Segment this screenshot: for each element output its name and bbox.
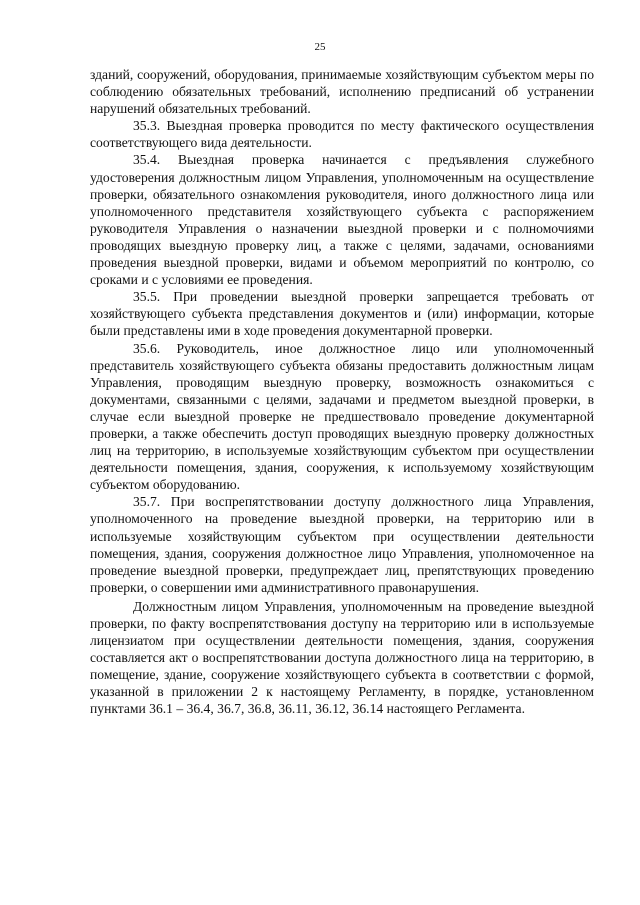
paragraph-35-4: 35.4. Выездная проверка начинается с предъявления служебного удостоверения должностным лицом Управления, уполномоченным на осуществление проверки, обязательного ознакомления руководителя, иного должностного лица или уполномоченного представителя хозяйствующего субъекта с распоряжением руководителя Управления о назначении выездной проверки и с полномочиями проводящих выездную проверку лиц, а также с целями, задачами, основаниями проведения выездной проверки, видами и объемом мероприятий по контролю, со сроками и с условиями ее проведения. [90,152,594,288]
paragraph-35-3: 35.3. Выездная проверка проводится по месту фактического осуществления соответствующего вида деятельности. [90,118,594,151]
paragraph-obstruction-act: Должностным лицом Управления, уполномоченным на проведение выездной проверки, по факту воспрепятствования доступу на территорию или в используемые лицензиатом при осуществлении деятельности помещения, здания, сооружения составляется акт о воспрепятствовании доступа должностного лица на территорию, в помещение, здание, сооружение хозяйствующего субъекта в соответствии с формой, указанной в приложении 2 к настоящему Регламенту, в порядке, установленном пунктами 36.1 – 36.4, 36.7, 36.8, 36.11, 36.12, 36.14 настоящего Регламента. [90,598,594,717]
document-body [90,66,594,718]
page-number: 25 [314,41,326,53]
paragraph-35-5: 35.5. При проведении выездной проверки запрещается требовать от хозяйствующего субъекта представления документов и (или) информации, которые были представлены ими в ходе проведения документарной проверки. [90,289,594,339]
paragraph-35-7: 35.7. При воспрепятствовании доступу должностного лица Управления, уполномоченного на проведение выездной проверки, на территорию или в используемые хозяйствующим субъектом при осуществлении деятельности помещения, здания, сооружения должностное лицо Управления, уполномоченное на проведение выездной проверки, предупреждает лиц, препятствующих проведению проверки, о совершении ими административного правонарушения. [90,494,594,595]
paragraph-continuation: зданий, сооружений, оборудования, принимаемые хозяйствующим субъектом меры по соблюдению обязательных требований, исполнению предписаний об устранении нарушений обязательных требований. [90,67,594,117]
paragraph-35-6: 35.6. Руководитель, иное должностное лицо или уполномоченный представитель хозяйствующего субъекта обязаны предоставить должностным лицам Управления, проводящим выездную проверку, возможность ознакомиться с документами, связанными с целями, задачами и предметом выездной проверки, в случае если выездной проверке не предшествовало проведение документарной проверки, а также обеспечить доступ проводящих выездную проверку должностных лиц на территорию, в используемые хозяйствующим субъектом при осуществлении деятельности помещения, здания, сооружения, к используемому хозяйствующим субъектом оборудованию. [90,340,594,493]
